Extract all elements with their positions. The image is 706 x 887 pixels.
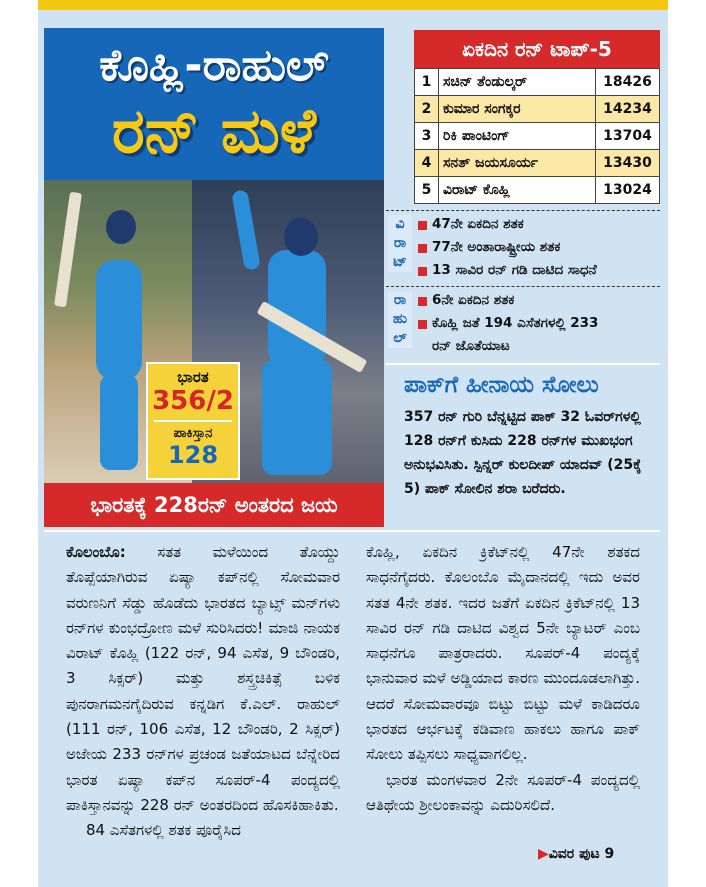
fact-item: 47ನೇ ಏಕದಿನ ಶತಕ xyxy=(416,213,660,236)
fact-item: 6ನೇ ಏಕದಿನ ಶತಕ xyxy=(416,289,660,312)
runs-cell: 14234 xyxy=(596,96,660,123)
article-paragraph: 84 ಎಸೆತಗಳಲ್ಲಿ ಶತಕ ಪೂರೈಸಿದ xyxy=(86,821,241,840)
result-banner: ಭಾರತಕ್ಕೆ 228ರನ್ ಅಂತರದ ಜಯ xyxy=(44,483,384,527)
rahul-facts xyxy=(386,286,660,362)
top-color-bar xyxy=(38,0,668,10)
continued-link[interactable] xyxy=(538,846,614,862)
continued-text: ವಿವರ ಪುಟ 9 xyxy=(548,846,615,862)
rank-cell: 5 xyxy=(415,177,439,204)
arrow-icon: ▶ xyxy=(538,846,549,862)
kohli-facts xyxy=(386,210,660,286)
player-facts xyxy=(386,210,660,362)
team1-score: 356/2 xyxy=(152,386,234,416)
label-char: ಲ್ xyxy=(393,330,407,346)
name-cell: ಕುಮಾರ ಸಂಗಕ್ಕರ xyxy=(439,96,596,123)
top5-title: ಏಕದಿನ ರನ್ ಟಾಪ್-5 xyxy=(414,30,660,68)
label-char: ರಾ xyxy=(393,292,407,308)
bat-shape xyxy=(54,192,82,308)
article-paragraph: ಕೊಹ್ಲಿ, ಏಕದಿನ ಕ್ರಿಕೆಟ್‌ನಲ್ಲಿ 47ನೇ ಶತಕದ ಸಾಧನೆಗೈದರು. ಕೊಲಂಬೊ ಮೈದಾನದಲ್ಲಿ ಇದು ಅವರ ಸತತ 4ನೇ ಶತಕ. ಇದರ ಜತೆಗೆ ಏಕದಿನ ಕ್ರಿಕೆಟ್‌ನಲ್ಲಿ 13 ಸಾವಿರ ರನ್ ಗಡಿ ದಾಟಿದ ವಿಶ್ವದ 5ನೇ ಬ್ಯಾಟರ್ ಎಂಬ ಸಾಧನೆಗೂ ಪಾತ್ರರಾದರು. ಸೂಪರ್-4 ಪಂದ್ಯಕ್ಕೆ ಭಾನುವಾರ ಮಳೆ ಅಡ್ಡಿಯಾದ ಕಾರಣ ಮುಂದೂಡಲಾಗಿತ್ತು. ಆದರೆ ಸೋಮವಾರವೂ ಬಿಟ್ಟು ಬಿಟ್ಟು ಮಳೆ ಕಾಡಿದರೂ ಭಾರತದ ಆರ್ಭಟಕ್ಕೆ ಕಡಿವಾಣ ಹಾಕಲು ಹಾಗೂ ಪಾಕ್ ಸೋಲು ತಪ್ಪಿಸಲು ಸಾಧ್ಯವಾಗಲಿಲ್ಲ. xyxy=(366,543,640,764)
raised-arm xyxy=(231,189,261,271)
article-text: ಸತತ ಮಳೆಯಿಂದ ತೊಯ್ದು ತೊಪ್ಪೆಯಾಗಿರುವ ಏಷ್ಯಾ ಕಪ್‌ನಲ್ಲಿ ಸೋಮವಾರ ವರುಣನಿಗೆ ಸೆಡ್ಡು ಹೊಡೆದು ಭಾರತದ ಬ್ಯಾಟ್ಸ್ ಮನ್‌ಗಳು ರನ್‌ಗಳ ಕುಂಭದ್ರೋಣ ಮಳೆ ಸುರಿಸಿದರು! ಮಾಜಿ ನಾಯಕ ವಿರಾಟ್ ಕೊಹ್ಲಿ (122 ರನ್, 94 ಎಸೆತ, 9 ಬೌಂಡರಿ, 3 ಸಿಕ್ಸರ್) ಮತ್ತು ಶಸ್ತ್ರಚಿಕಿತ್ಸೆ ಬಳಿಕ ಪುನರಾಗಮನಗೈದಿರುವ ಕನ್ನಡಿಗ ಕೆ.ಎಲ್. ರಾಹುಲ್ (111 ರನ್, 106 ಎಸೆತ, 12 ಬೌಂಡರಿ, 2 ಸಿಕ್ಸರ್) ಅಜೇಯ 233 ರನ್‌ಗಳ ಪ್ರಚಂಡ ಜತೆಯಾಟದ ಬೆನ್ನೇರಿದ ಭಾರತ ಏಷ್ಯಾ ಕಪ್‌ನ ಸೂಪರ್-4 ಪಂದ್ಯದಲ್ಲಿ ಪಾಕಿಸ್ತಾನವನ್ನು 228 ರನ್ ಅಂತರದಿಂದ ಹೊಸಕಿಹಾಕಿತು. xyxy=(66,543,340,814)
label-char: ಹು xyxy=(392,311,408,327)
table-row xyxy=(415,177,660,204)
player-figure xyxy=(96,260,142,380)
helmet-shape xyxy=(106,210,136,244)
article-paragraph: ಭಾರತ ಮಂಗಳವಾರ 2ನೇ ಸೂಪರ್-4 ಪಂದ್ಯದಲ್ಲಿ ಆತಿಥೇಯ ಶ್ರೀಲಂಕಾವನ್ನು ಎದುರಿಸಲಿದೆ. xyxy=(366,770,640,814)
team1-name: ಭಾರತ xyxy=(177,368,209,386)
rank-cell: 1 xyxy=(415,69,439,96)
fact-item: ಕೊಹ್ಲಿ ಜತೆ 194 ಎಸೆತಗಳಲ್ಲಿ 233 xyxy=(416,312,660,335)
name-cell: ವಿರಾಟ್ ಕೊಹ್ಲಿ xyxy=(439,177,596,204)
scorecard xyxy=(146,362,240,480)
article-column-right xyxy=(366,540,640,818)
name-cell: ಸಚಿನ್ ತೆಂಡುಲ್ಕರ್ xyxy=(439,69,596,96)
runs-cell: 13024 xyxy=(596,177,660,204)
section-divider xyxy=(44,530,660,532)
runs-cell: 13704 xyxy=(596,123,660,150)
player-legs xyxy=(262,360,332,475)
top5-table xyxy=(414,68,660,204)
headline-line-1: ಕೊಹ್ಲಿ-ರಾಹುಲ್ xyxy=(99,40,329,91)
headline-line-2: ರನ್ ಮಳೆ xyxy=(111,94,317,167)
player-legs xyxy=(100,375,138,470)
fact-item-continued: ರನ್ ಜೊತೆಯಾಟ xyxy=(432,338,510,354)
rank-cell: 3 xyxy=(415,123,439,150)
label-char: ಟ್ xyxy=(393,254,407,270)
label-char: ವಿ xyxy=(395,216,405,232)
rahul-vertical-label xyxy=(388,291,412,348)
pak-body: 357 ರನ್ ಗುರಿ ಬೆನ್ನಟ್ಟಿದ ಪಾಕ್ 32 ಓವರ್‌ಗಳಲ್ಲಿ 128 ರನ್‌ಗೆ ಕುಸಿದು 228 ರನ್‌ಗಳ ಮುಖಭಂಗ ಅನುಭವಿಸಿತು. ಸ್ಪಿನ್ನರ್ ಕುಲದೀಪ್ ಯಾದವ್ (25ಕ್ಕೆ 5) ಪಾಕ್ ಸೋಲಿನ ಶರಾ ಬರೆದರು. xyxy=(404,409,642,497)
name-cell: ರಿಕಿ ಪಾಂಟಿಂಗ್ xyxy=(439,123,596,150)
headline-box xyxy=(44,28,384,180)
table-row xyxy=(415,69,660,96)
rank-cell: 4 xyxy=(415,150,439,177)
label-char: ರಾ xyxy=(393,235,407,251)
team2-score: 128 xyxy=(167,441,219,469)
helmet-shape xyxy=(284,218,318,256)
table-row xyxy=(415,123,660,150)
runs-cell: 13430 xyxy=(596,150,660,177)
table-row xyxy=(415,150,660,177)
pakistan-loss-box xyxy=(386,363,660,526)
fact-item: 77ನೇ ಅಂತಾರಾಷ್ಟ್ರೀಯ ಶತಕ xyxy=(416,236,660,259)
kohli-vertical-label xyxy=(388,215,412,272)
table-row xyxy=(415,96,660,123)
rank-cell: 2 xyxy=(415,96,439,123)
dateline: ಕೊಲಂಬೊ: xyxy=(66,543,126,561)
pak-title: ಪಾಕ್‌ಗೆ ಹೀನಾಯ ಸೋಲು xyxy=(404,372,599,398)
fact-item: 13 ಸಾವಿರ ರನ್ ಗಡಿ ದಾಟಿದ ಸಾಧನೆ xyxy=(416,259,660,282)
article-paragraph xyxy=(66,540,340,818)
runs-cell: 18426 xyxy=(596,69,660,96)
name-cell: ಸನತ್ ಜಯಸೂರ್ಯ xyxy=(439,150,596,177)
team2-name: ಪಾಕಿಸ್ತಾನ xyxy=(173,426,213,441)
scorecard-divider xyxy=(154,420,232,422)
article-column-left xyxy=(66,540,340,844)
